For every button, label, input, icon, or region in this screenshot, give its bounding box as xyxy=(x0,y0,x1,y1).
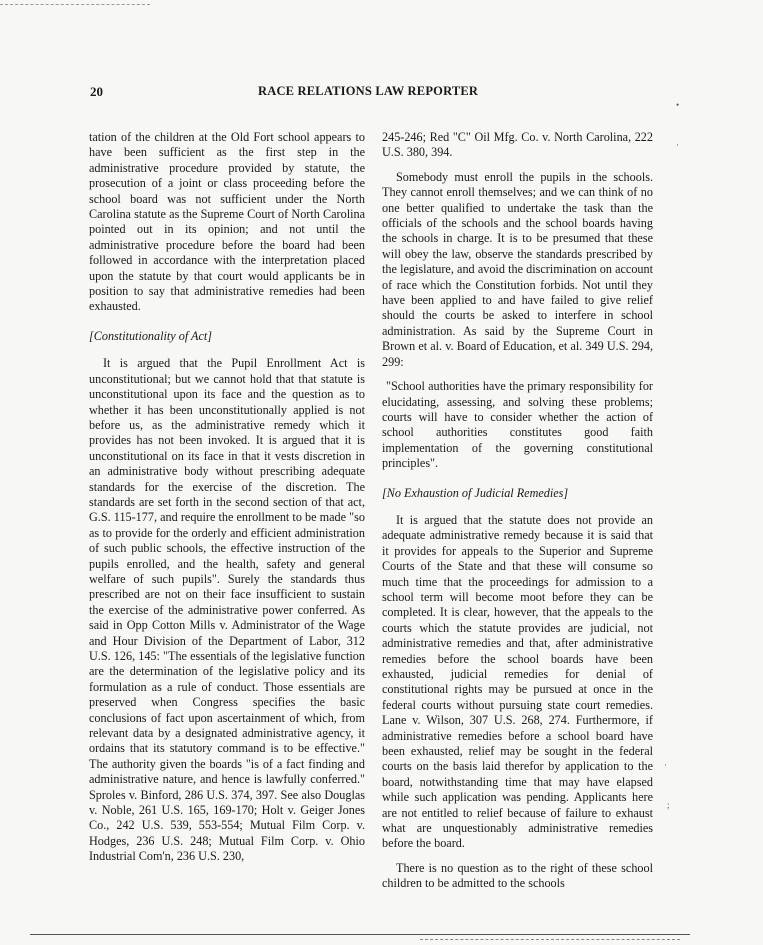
right-paragraph-3: It is argued that the statute does not provide an adequate administrative remedy because it is said that it provides for appeals to the Superior and Supreme Courts of the State and that these will consume so much time that the proceedings for admission to a school term will become moot before they can be completed. It is clear, however, that the appeals to the courts which the statute provides are judicial, not administrative remedies and that, after administrative remedies before the school boards have been exhausted, judicial remedies for denial of constitutional rights may be pursued at once in the federal courts without pursuing state court remedies. Lane v. Wilson, 307 U.S. 268, 274. Furthermore, if administrative remedies before a school board have been exhausted, relief may be sought in the federal courts on the basis laid therefor by application to the board, notwithstanding time that may have elapsed while such application was pending. Applicants here are not entitled to relief because of failure to exhaust what are unquestionably administrative remedies before the board. xyxy=(382,512,653,851)
section-heading-judicial-remedies: [No Exhaustion of Judicial Remedies] xyxy=(382,485,569,500)
left-paragraph-1: tation of the children at the Old Fort school appears to have been sufficient as the first step in the administrative procedure provided by statute, the prosecution of a joint or class proceeding before the school board was not sufficient under the North Carolina statute as the Supreme Court of North Carolina pointed out in its opinion; and not until the administrative procedure before the board had been followed in accordance with the interpretation placed upon the statute by that court would applicants be in position to say that administrative remedies had been exhausted. xyxy=(89,130,365,314)
top-scan-dash xyxy=(0,4,150,5)
scan-speck: • xyxy=(676,100,680,110)
section-heading-constitutionality: [Constitutionality of Act] xyxy=(89,328,213,343)
running-head: RACE RELATIONS LAW REPORTER xyxy=(258,84,479,98)
scan-speck: · xyxy=(664,760,667,770)
bottom-scan-line xyxy=(30,934,690,935)
left-column xyxy=(89,130,365,874)
bottom-scan-dash xyxy=(420,939,680,940)
scan-speck: · xyxy=(676,140,679,150)
page-number: 20 xyxy=(90,84,103,99)
right-paragraph-4: There is no question as to the right of these school children to be admitted to the schools xyxy=(382,860,653,891)
block-quote: "School authorities have the primary responsibility for elucidating, assessing, and solving these problems; courts will have to consider whether the action of school authorities constitutes good faith implementation of the governing constitutional principles". xyxy=(382,379,653,471)
scan-speck: ; xyxy=(667,800,670,810)
right-paragraph-1: 245-246; Red "C" Oil Mfg. Co. v. North Carolina, 222 U.S. 380, 394. xyxy=(382,130,653,160)
left-paragraph-2: It is argued that the Pupil Enrollment Act is unconstitutional; but we cannot hold that that statute is unconstitutional upon its face and the question as to whether it has been unconstitutionally applied is not before us, as the administrative remedy which it provides has not been invoked. It is argued that it is unconstitutional on its face in that it vests discretion in an administrative body without prescribing adequate standards for the exercise of the discretion. The standards are set forth in the second section of that act, G.S. 115-177, and require the enrollment to be made "so as to provide for the orderly and efficient administration of such public schools, the effective instruction of the pupils enrolled, and the health, safety and general welfare of such pupils". Surely the standards thus prescribed are not on their face insufficient to sustain the exercise of the administrative power conferred. As said in Opp Cotton Mills v. Administrator of the Wage and Hour Division of the Department of Labor, 312 U.S. 126, 145: "The essentials of the legislative function are the determination of the legislative policy and its formulation as a rule of conduct. Those essentials are preserved when Congress specifies the basic conclusions of fact upon ascertainment of which, from relevant data by a designated administrative agency, it ordains that its statutory command is to be effective." The authority given the boards "is of a fact finding and administrative nature, and hence is lawfully conferred." Sproles v. Binford, 286 U.S. 374, 397. See also Douglas v. Noble, 261 U.S. 165, 169-170; Holt v. Geiger Jones Co., 242 U.S. 539, 553-554; Mutual Film Corp. v. Hodges, 236 U.S. 248; Mutual Film Corp. v. Ohio Industrial Com'n, 236 U.S. 230, xyxy=(89,356,365,864)
right-column xyxy=(382,130,653,901)
right-paragraph-2: Somebody must enroll the pupils in the schools. They cannot enroll themselves; and we can think of no one better qualified to undertake the task than the officials of the schools and the school boards having the schools in charge. It is to be presumed that these will obey the law, observe the standards prescribed by the legislature, and avoid the discrimination on account of race which the Constitution forbids. Not until they have been applied to and have failed to give relief should the courts be asked to interfere in school administration. As said by the Supreme Court in Brown et al. v. Board of Education, et al. 349 U.S. 294, 299: xyxy=(382,169,653,369)
